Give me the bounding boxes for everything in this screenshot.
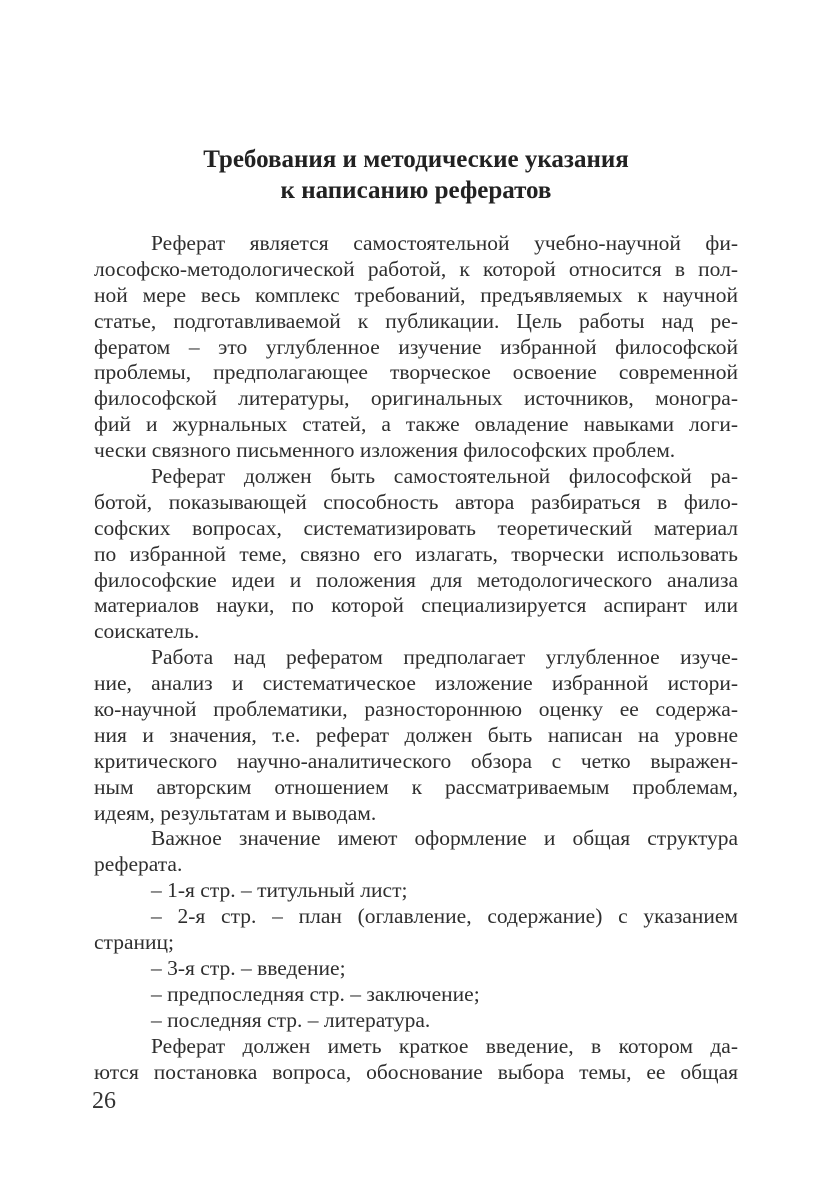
text-line: по избранной теме, связно его излагать, творчески использовать xyxy=(94,541,738,566)
text-line: критического научно-аналитического обзора с четко выражен- xyxy=(94,748,738,773)
text-line: софских вопросах, систематизировать теоретический материал xyxy=(94,515,738,540)
text-line: Реферат является самостоятельной учебно-научной фи- xyxy=(151,231,738,255)
text-line: философской литературы, оригинальных источников, моногра- xyxy=(94,386,738,411)
text-line: реферата. xyxy=(94,852,183,877)
text-line: ной мере весь комплекс требований, предъявляемых к научной xyxy=(94,282,738,307)
text-line: философские идеи и положения для методологического анализа xyxy=(94,567,738,592)
text-line: соискатель. xyxy=(94,619,200,644)
text-line: статье, подготавливаемой к публикации. Цель работы над ре- xyxy=(94,308,738,333)
text-line: ние, анализ и систематическое изложение избранной истори- xyxy=(94,671,738,696)
text-line: ботой, показывающей способность автора разбираться в фило- xyxy=(94,489,738,514)
text-line: лософско-методологической работой, к которой относится в пол- xyxy=(94,256,738,281)
text-line: Реферат должен быть самостоятельной философской ра- xyxy=(151,464,738,489)
text-line: фератом – это углубленное изучение избранной философской xyxy=(94,334,738,359)
text-line: – последняя стр. – литература. xyxy=(151,1007,431,1032)
text-line: страниц; xyxy=(94,930,174,955)
text-line: идеям, результатам и выводам. xyxy=(94,800,377,825)
text-line: проблемы, предполагающее творческое освоение современной xyxy=(94,360,738,385)
text-line: – 1-я стр. – титульный лист; xyxy=(151,878,408,903)
text-line: Реферат должен иметь краткое введение, в котором да- xyxy=(151,1033,738,1058)
text-line: фий и журнальных статей, а также овладение навыками логи- xyxy=(94,412,738,437)
text-line: – предпоследняя стр. – заключение; xyxy=(151,981,480,1006)
text-line: Работа над рефератом предполагает углубленное изуче- xyxy=(151,645,738,670)
heading-line-1: Требования и методические указания xyxy=(203,146,629,173)
text-line: ным авторским отношением к рассматриваемым проблемам, xyxy=(94,774,738,799)
page-number: 26 xyxy=(92,1088,116,1114)
text-line: ния и значения, т.е. реферат должен быть написан на уровне xyxy=(94,722,738,747)
text-line: чески связного письменного изложения философских проблем. xyxy=(94,438,676,463)
text-line: – 2-я стр. – план (оглавление, содержание) с указанием xyxy=(151,904,738,929)
body-text xyxy=(94,231,738,1085)
text-line: ются постановка вопроса, обоснование выбора темы, ее общая xyxy=(94,1059,738,1084)
text-line: ко-научной проблематики, разностороннюю оценку ее содержа- xyxy=(94,697,738,722)
section-heading xyxy=(94,144,738,206)
text-line: материалов науки, по которой специализируется аспирант или xyxy=(94,593,738,618)
text-line: – 3-я стр. – введение; xyxy=(151,955,346,980)
text-line: Важное значение имеют оформление и общая структура xyxy=(151,826,738,851)
heading-line-2: к написанию рефератов xyxy=(280,177,552,204)
